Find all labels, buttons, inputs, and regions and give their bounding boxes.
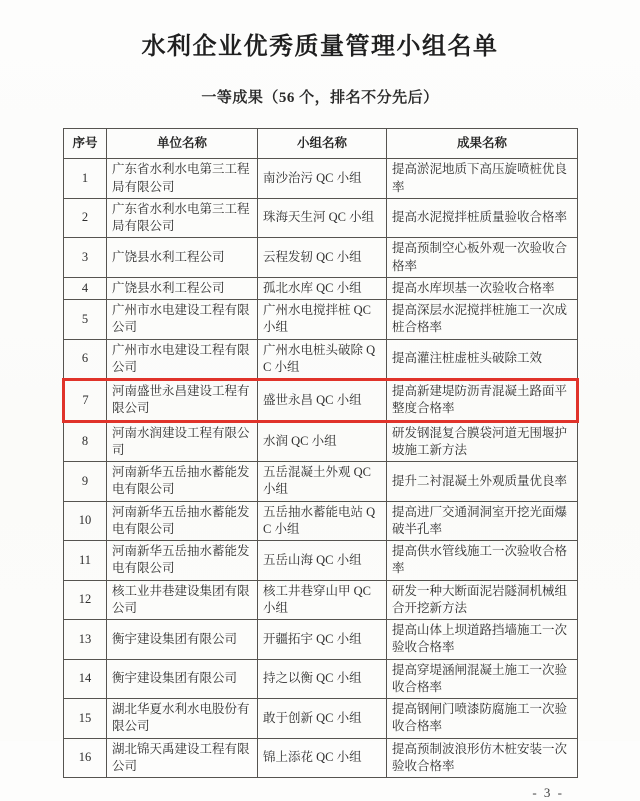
cell-no: 5 xyxy=(64,300,107,340)
cell-unit-name: 河南水润建设工程有限公司 xyxy=(107,421,258,462)
table-row xyxy=(64,620,578,660)
cell-unit-name: 广州市水电建设工程有限公司 xyxy=(107,339,258,380)
cell-no: 12 xyxy=(64,580,107,620)
page-subtitle: 一等成果（56 个，排名不分先后） xyxy=(201,90,439,106)
cell-achievement-name: 提高深层水泥搅拌桩施工一次成桩合格率 xyxy=(387,300,578,340)
table-row xyxy=(64,659,578,699)
table-row xyxy=(64,238,578,278)
col-header-group: 小组名称 xyxy=(258,129,387,159)
cell-group-name: 南沙治污 QC 小组 xyxy=(258,159,387,199)
cell-no: 8 xyxy=(64,421,107,462)
results-table xyxy=(62,128,579,778)
cell-no: 14 xyxy=(64,659,107,699)
cell-achievement-name: 提升二衬混凝土外观质量优良率 xyxy=(387,462,578,502)
cell-achievement-name: 提高预制波浪形仿木桩安装一次验收合格率 xyxy=(387,738,578,778)
cell-achievement-name: 提高水库坝基一次验收合格率 xyxy=(387,277,578,299)
cell-group-name: 敢于创新 QC 小组 xyxy=(258,699,387,739)
cell-group-name: 孤北水库 QC 小组 xyxy=(258,277,387,299)
cell-no: 2 xyxy=(64,198,107,238)
cell-group-name: 锦上添花 QC 小组 xyxy=(258,738,387,778)
cell-group-name: 水润 QC 小组 xyxy=(258,421,387,462)
cell-group-name: 五岳混凝土外观 QC 小组 xyxy=(258,462,387,502)
table-row xyxy=(64,277,578,299)
cell-unit-name: 广州市水电建设工程有限公司 xyxy=(107,300,258,340)
table-row xyxy=(64,159,578,199)
cell-achievement-name: 研发一种大断面泥岩隧洞机械组合开挖新方法 xyxy=(387,580,578,620)
cell-group-name: 五岳山海 QC 小组 xyxy=(258,541,387,581)
cell-unit-name: 广饶县水利工程公司 xyxy=(107,277,258,299)
col-header-no: 序号 xyxy=(64,129,107,159)
cell-unit-name: 核工业井巷建设集团有限公司 xyxy=(107,580,258,620)
cell-no: 16 xyxy=(64,738,107,778)
cell-achievement-name: 提高穿堤涵闸混凝土施工一次验收合格率 xyxy=(387,659,578,699)
cell-unit-name: 河南新华五岳抽水蓄能发电有限公司 xyxy=(107,541,258,581)
cell-group-name: 持之以衡 QC 小组 xyxy=(258,659,387,699)
cell-achievement-name: 研发钢混复合膜袋河道无围堰护坡施工新方法 xyxy=(387,421,578,462)
col-header-achievement: 成果名称 xyxy=(387,129,578,159)
page-title: 水利企业优秀质量管理小组名单 xyxy=(141,33,499,60)
cell-unit-name: 湖北华夏水利水电股份有限公司 xyxy=(107,699,258,739)
table-row xyxy=(64,300,578,340)
page-number: - 3 - xyxy=(532,785,564,800)
table-row xyxy=(64,462,578,502)
cell-no: 9 xyxy=(64,462,107,502)
cell-unit-name: 广东省水利水电第三工程局有限公司 xyxy=(107,198,258,238)
table-row xyxy=(64,580,578,620)
table-row xyxy=(64,339,578,380)
cell-no: 3 xyxy=(64,238,107,278)
table-row xyxy=(64,198,578,238)
cell-group-name: 五岳抽水蓄能电站 QC 小组 xyxy=(258,501,387,541)
cell-group-name: 广州水电搅拌桩 QC 小组 xyxy=(258,300,387,340)
cell-achievement-name: 提高钢闸门喷漆防腐施工一次验收合格率 xyxy=(387,699,578,739)
cell-group-name: 开疆拓宇 QC 小组 xyxy=(258,620,387,660)
cell-achievement-name: 提高灌注桩虚桩头破除工效 xyxy=(387,339,578,380)
col-header-unit: 单位名称 xyxy=(107,129,258,159)
cell-no: 15 xyxy=(64,699,107,739)
cell-no: 11 xyxy=(64,541,107,581)
table-header-row xyxy=(64,129,578,159)
cell-group-name: 广州水电桩头破除 QC 小组 xyxy=(258,339,387,380)
cell-unit-name: 河南盛世永昌建设工程有限公司 xyxy=(107,380,258,422)
cell-achievement-name: 提高水泥搅拌桩质量验收合格率 xyxy=(387,198,578,238)
cell-group-name: 核工井巷穿山甲 QC 小组 xyxy=(258,580,387,620)
cell-group-name: 盛世永昌 QC 小组 xyxy=(258,380,387,422)
cell-achievement-name: 提高进厂交通洞洞室开挖光面爆破半孔率 xyxy=(387,501,578,541)
cell-no: 10 xyxy=(64,501,107,541)
cell-unit-name: 河南新华五岳抽水蓄能发电有限公司 xyxy=(107,462,258,502)
cell-achievement-name: 提高新建堤防沥青混凝土路面平整度合格率 xyxy=(387,380,578,422)
cell-no: 4 xyxy=(64,277,107,299)
cell-no: 6 xyxy=(64,339,107,380)
cell-achievement-name: 提高淤泥地质下高压旋喷桩优良率 xyxy=(387,159,578,199)
table-row xyxy=(64,699,578,739)
cell-no: 1 xyxy=(64,159,107,199)
cell-no: 13 xyxy=(64,620,107,660)
cell-unit-name: 广东省水利水电第三工程局有限公司 xyxy=(107,159,258,199)
cell-unit-name: 衡宇建设集团有限公司 xyxy=(107,659,258,699)
table-row xyxy=(64,541,578,581)
cell-achievement-name: 提高山体上坝道路挡墙施工一次验收合格率 xyxy=(387,620,578,660)
cell-unit-name: 衡宇建设集团有限公司 xyxy=(107,620,258,660)
cell-achievement-name: 提高供水管线施工一次验收合格率 xyxy=(387,541,578,581)
cell-unit-name: 河南新华五岳抽水蓄能发电有限公司 xyxy=(107,501,258,541)
cell-achievement-name: 提高预制空心板外观一次验收合格率 xyxy=(387,238,578,278)
cell-group-name: 云程发轫 QC 小组 xyxy=(258,238,387,278)
cell-group-name: 珠海天生河 QC 小组 xyxy=(258,198,387,238)
table-row-highlighted xyxy=(64,380,578,422)
cell-unit-name: 广饶县水利工程公司 xyxy=(107,238,258,278)
table-body xyxy=(64,159,578,778)
cell-unit-name: 湖北锦天禹建设工程有限公司 xyxy=(107,738,258,778)
table-row xyxy=(64,738,578,778)
table-row xyxy=(64,421,578,462)
table-row xyxy=(64,501,578,541)
cell-no: 7 xyxy=(64,380,107,422)
